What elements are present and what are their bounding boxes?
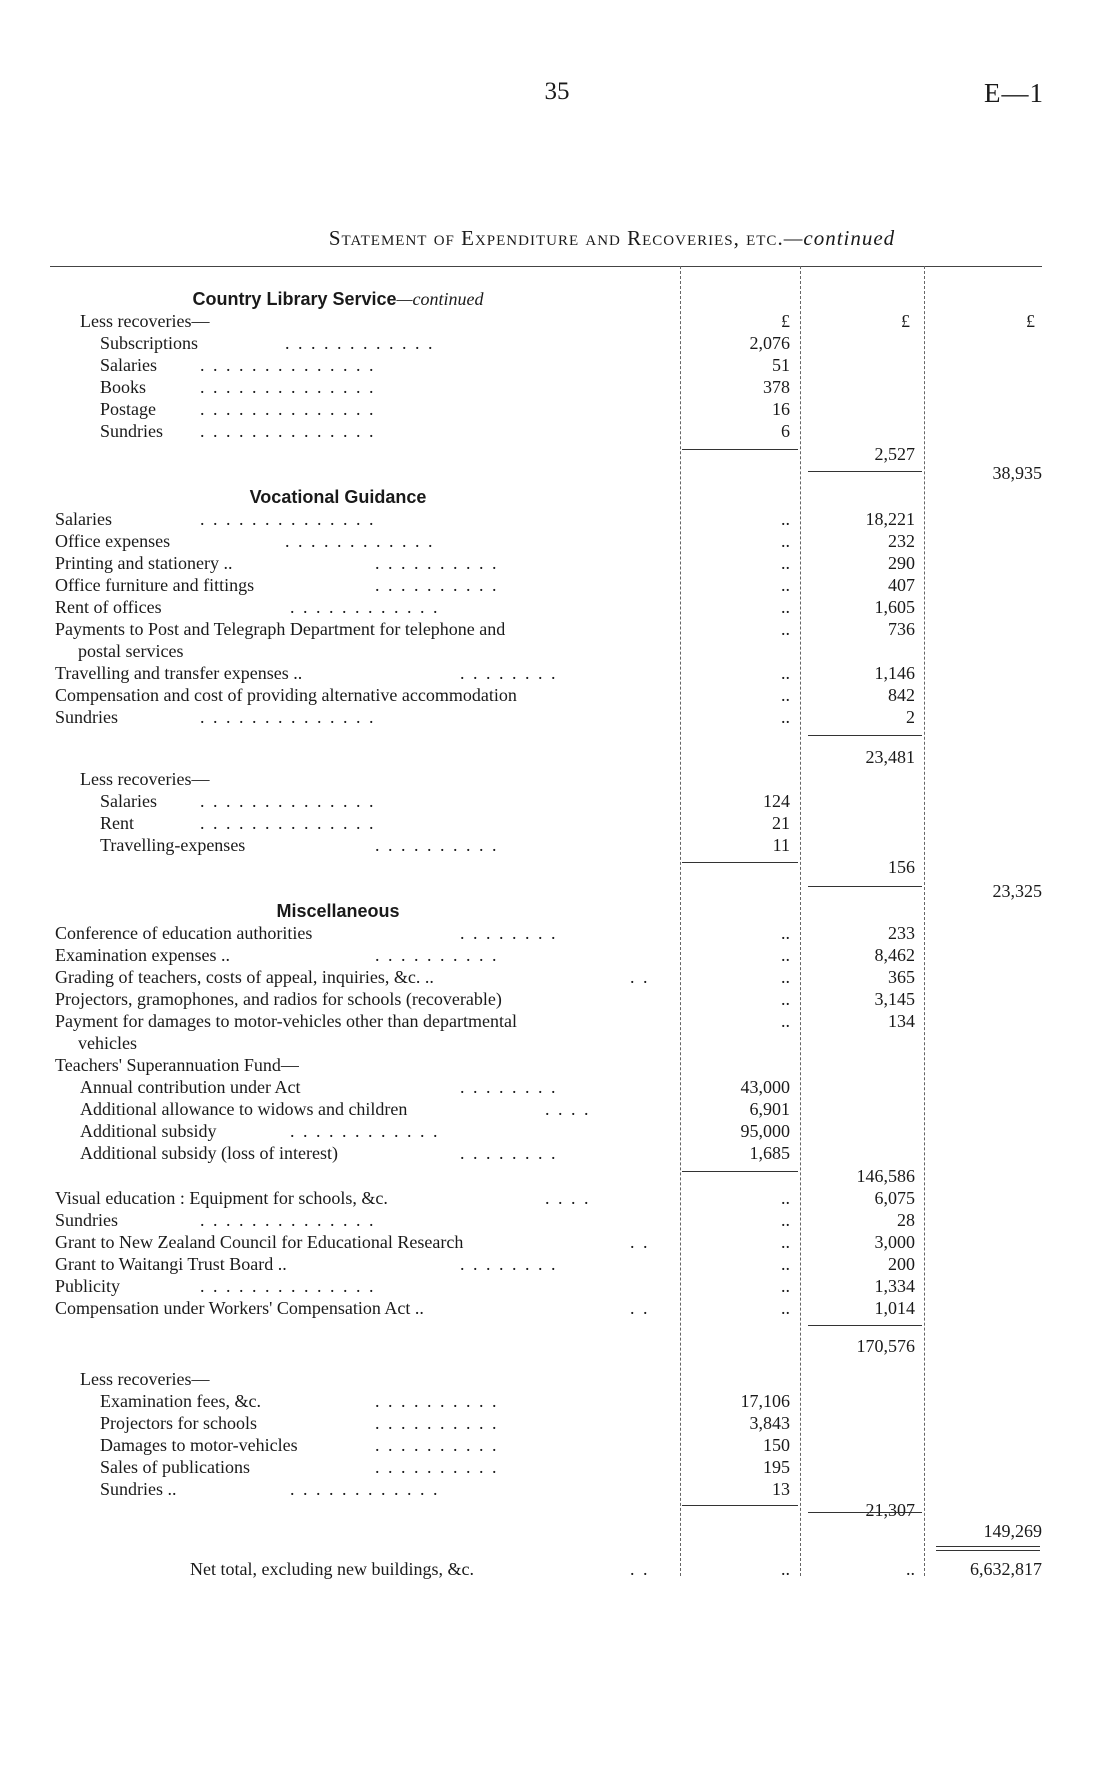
statement-title-suffix: —continued: [783, 226, 896, 250]
row-value: 290: [888, 553, 915, 573]
row-label: Grant to New Zealand Council for Educational Research: [55, 1232, 464, 1252]
recoveries-header-row: [0, 1368, 1114, 1390]
row-col1: ..: [781, 1254, 790, 1274]
leader-dots: . .: [630, 1559, 650, 1579]
row-value: 16: [772, 399, 790, 419]
table-row: [0, 684, 1114, 706]
leader-dots: . . . .: [545, 1188, 591, 1208]
row-value: 13: [772, 1479, 790, 1499]
row-value: 21: [772, 813, 790, 833]
currency-mark-col1: £: [781, 311, 790, 331]
table-row: [0, 1275, 1114, 1297]
leader-dots: . . . . . . . . . . . . . .: [200, 355, 376, 375]
table-row: [0, 1253, 1114, 1275]
row-label: Office furniture and fittings: [55, 575, 255, 595]
row-label: Subscriptions: [100, 333, 199, 353]
superannuation-total-row: [0, 1165, 1114, 1187]
row-label: Sundries: [55, 1210, 118, 1230]
row-label: Grading of teachers, costs of appeal, inquiries, &c. ..: [55, 967, 434, 987]
leader-dots: . . . . . . . . . . . . . .: [200, 399, 376, 419]
row-label: Projectors, gramophones, and radios for schools (recoverable): [55, 989, 502, 1009]
statement-title-main: Statement of Expenditure and Recoveries, etc.: [328, 226, 784, 250]
table-row: [0, 1187, 1114, 1209]
row-label-continuation: vehicles: [78, 1033, 137, 1053]
row-col1: ..: [781, 619, 790, 639]
row-label: Printing and stationery ..: [55, 553, 233, 573]
row-label: Salaries: [55, 509, 112, 529]
superannuation-label: Teachers' Superannuation Fund—: [55, 1055, 299, 1075]
row-value: 28: [897, 1210, 915, 1230]
leader-dots: . . . . . . . .: [460, 1077, 558, 1097]
total-rule: [936, 1550, 1040, 1551]
table-row: [0, 332, 1114, 354]
row-value: 43,000: [740, 1077, 790, 1097]
row-col1: ..: [781, 597, 790, 617]
row-value: 17,106: [740, 1391, 790, 1411]
table-row: [0, 966, 1114, 988]
row-label: Grant to Waitangi Trust Board ..: [55, 1254, 287, 1274]
statement-title: [0, 226, 1114, 251]
subtotal-rule: [808, 735, 922, 736]
recoveries-total: 156: [888, 857, 915, 877]
table-row: [0, 922, 1114, 944]
leader-dots: . .: [630, 1298, 650, 1318]
less-recoveries-label: Less recoveries—: [80, 769, 210, 789]
table-row: [0, 1390, 1114, 1412]
row-value: 6,901: [749, 1099, 790, 1119]
row-col1: ..: [781, 663, 790, 683]
table-row: [0, 376, 1114, 398]
section-net-total: 38,935: [992, 463, 1042, 483]
row-label: Postage: [100, 399, 156, 419]
leader-dots: . . . . . . . . . .: [375, 835, 499, 855]
leader-dots: . . . . . . . . . . . .: [285, 333, 435, 353]
leader-dots: . . . . . . . . . .: [375, 1457, 499, 1477]
leader-dots: . . . . . . . . . .: [375, 1391, 499, 1411]
section-heading-vocational: Vocational Guidance: [249, 487, 427, 507]
row-col1: ..: [781, 989, 790, 1009]
row-value: 365: [888, 967, 915, 987]
row-col1: ..: [781, 967, 790, 987]
row-label: Sales of publications: [100, 1457, 250, 1477]
table-row: [0, 1120, 1114, 1142]
table-row: [0, 618, 1114, 640]
row-col1: ..: [781, 1559, 790, 1579]
leader-dots: . . . . . . . . . .: [375, 1435, 499, 1455]
row-value: 232: [888, 531, 915, 551]
leader-dots: . . . . . . . . . . . .: [285, 531, 435, 551]
leader-dots: . . . . . . . .: [460, 663, 558, 683]
row-label: Salaries: [100, 791, 157, 811]
row-col1: ..: [781, 1188, 790, 1208]
row-value: 233: [888, 923, 915, 943]
row-label: Sundries: [100, 421, 163, 441]
row-col1: ..: [781, 553, 790, 573]
row-value: 6: [781, 421, 790, 441]
table-row: [0, 574, 1114, 596]
row-label: Projectors for schools: [100, 1413, 257, 1433]
leader-dots: . . . . . . . . . .: [375, 1413, 499, 1433]
table-row: [0, 1478, 1114, 1500]
subtotal-row: [0, 746, 1114, 768]
section-heading-miscellaneous: Miscellaneous: [276, 901, 400, 921]
section-net-total: 149,269: [983, 1521, 1042, 1541]
total-rule: [936, 1546, 1040, 1547]
net-row: [0, 1520, 1114, 1542]
net-total-value: 6,632,817: [970, 1559, 1042, 1579]
row-value: 1,014: [874, 1298, 915, 1318]
leader-dots: . . . . . . . . . . . . . .: [200, 421, 376, 441]
row-value: 95,000: [740, 1121, 790, 1141]
table-row: [0, 596, 1114, 618]
currency-mark-col3: £: [1026, 311, 1035, 331]
row-col1: ..: [781, 509, 790, 529]
leader-dots: . .: [630, 1232, 650, 1252]
row-label-continuation: postal services: [78, 641, 184, 661]
subtotal-rule: [808, 1512, 922, 1513]
row-value: 1,605: [874, 597, 915, 617]
row-value: 11: [772, 835, 790, 855]
table-row-continuation: [0, 1032, 1114, 1054]
table-row: [0, 1142, 1114, 1164]
table-row: [0, 944, 1114, 966]
table-row: [0, 508, 1114, 530]
table-row: [0, 790, 1114, 812]
leader-dots: . . . . . . . . . . . . . .: [200, 791, 376, 811]
leader-dots: . . . . . . . .: [460, 923, 558, 943]
row-label: Travelling and transfer expenses ..: [55, 663, 303, 683]
less-recoveries-label: Less recoveries—: [80, 1369, 210, 1389]
row-value: 3,145: [874, 989, 915, 1009]
table-row: [0, 354, 1114, 376]
row-label: Examination fees, &c.: [100, 1391, 261, 1411]
row-col1: ..: [781, 1011, 790, 1031]
row-value: 195: [763, 1457, 790, 1477]
recoveries-total: 21,307: [865, 1500, 915, 1520]
section-net-total: 23,325: [992, 881, 1042, 901]
row-col1: ..: [781, 707, 790, 727]
row-value: 134: [888, 1011, 915, 1031]
leader-dots: . . . .: [545, 1099, 591, 1119]
section-subtotal: 170,576: [856, 1336, 915, 1356]
recoveries-total-row: [0, 1499, 1114, 1521]
net-row: [0, 462, 1114, 484]
row-label: Payment for damages to motor-vehicles other than departmental: [55, 1011, 517, 1031]
leader-dots: . . . . . . . . . .: [375, 945, 499, 965]
table-row: [0, 812, 1114, 834]
leader-dots: . . . . . . . . . . . . . .: [200, 813, 376, 833]
leader-dots: . . . . . . . . . . . .: [290, 597, 440, 617]
row-value: 407: [888, 575, 915, 595]
row-label: Additional subsidy: [80, 1121, 217, 1141]
row-label: Sundries ..: [100, 1479, 177, 1499]
table-row: [0, 552, 1114, 574]
leader-dots: . . . . . . . . . . . .: [290, 1479, 440, 1499]
recoveries-total-row: [0, 856, 1114, 878]
row-label: Damages to motor-vehicles: [100, 1435, 298, 1455]
table-row: [0, 1434, 1114, 1456]
table-row: [0, 1456, 1114, 1478]
row-col1: ..: [781, 1210, 790, 1230]
row-value: 8,462: [874, 945, 915, 965]
section-heading-country-library: [0, 288, 676, 310]
row-label: Compensation and cost of providing alternative accommodation: [55, 685, 517, 705]
table-row: [0, 834, 1114, 856]
net-total-row: [0, 1558, 1114, 1580]
leader-dots: . . . . . . . . . . . . . .: [200, 1276, 376, 1296]
row-col1: ..: [781, 1232, 790, 1252]
table-row: [0, 530, 1114, 552]
row-col1: ..: [781, 945, 790, 965]
row-col2: ..: [906, 1559, 915, 1579]
row-value: 1,146: [874, 663, 915, 683]
row-value: 51: [772, 355, 790, 375]
section-subtotal: 23,481: [865, 747, 915, 767]
row-label: Books: [100, 377, 147, 397]
row-label: Payments to Post and Telegraph Department for telephone and: [55, 619, 506, 639]
row-label: Compensation under Workers' Compensation Act ..: [55, 1298, 424, 1318]
row-label: Travelling-expenses: [100, 835, 246, 855]
row-label: Conference of education authorities: [55, 923, 313, 943]
row-value: 378: [763, 377, 790, 397]
table-row: [0, 420, 1114, 442]
row-value: 124: [763, 791, 790, 811]
row-col1: ..: [781, 1276, 790, 1296]
row-label: Additional allowance to widows and children: [80, 1099, 408, 1119]
row-value: 1,685: [749, 1143, 790, 1163]
table-row: [0, 988, 1114, 1010]
heading-text: Country Library Service: [192, 289, 397, 309]
row-label: Sundries: [55, 707, 118, 727]
row-value: 842: [888, 685, 915, 705]
net-row: [0, 880, 1114, 902]
table-row: [0, 1010, 1114, 1032]
recoveries-header-row: [0, 310, 1114, 332]
row-col1: ..: [781, 575, 790, 595]
leader-dots: . . . . . . . . . . . . . .: [200, 1210, 376, 1230]
table-row: [0, 1076, 1114, 1098]
row-col1: ..: [781, 685, 790, 705]
recoveries-total: 2,527: [874, 444, 915, 464]
superannuation-total: 146,586: [856, 1166, 915, 1186]
row-value: 150: [763, 1435, 790, 1455]
row-value: 736: [888, 619, 915, 639]
table-row: [0, 398, 1114, 420]
leader-dots: . .: [630, 967, 650, 987]
row-value: 3,000: [874, 1232, 915, 1252]
row-label: Annual contribution under Act: [80, 1077, 301, 1097]
row-label: Visual education : Equipment for schools, &c.: [55, 1188, 388, 1208]
row-value: 18,221: [865, 509, 915, 529]
row-value: 2: [906, 707, 915, 727]
row-label: Rent: [100, 813, 134, 833]
table-row: [0, 1098, 1114, 1120]
table-row: [0, 1209, 1114, 1231]
row-col1: ..: [781, 1298, 790, 1318]
table-row: [0, 662, 1114, 684]
leader-dots: . . . . . . . .: [460, 1254, 558, 1274]
row-label: Office expenses: [55, 531, 171, 551]
top-rule: [50, 266, 1042, 267]
row-value: 3,843: [749, 1413, 790, 1433]
net-total-label: Net total, excluding new buildings, &c.: [190, 1559, 474, 1579]
table-row-continuation: [0, 640, 1114, 662]
row-col1: ..: [781, 923, 790, 943]
row-value: 2,076: [749, 333, 790, 353]
row-value: 200: [888, 1254, 915, 1274]
row-label: Examination expenses ..: [55, 945, 230, 965]
table-row: [0, 1231, 1114, 1253]
subtotal-row: [0, 1335, 1114, 1357]
currency-mark-col2: £: [901, 311, 910, 331]
table-row: [0, 1412, 1114, 1434]
less-recoveries-label: Less recoveries—: [80, 311, 210, 331]
document-reference: E—1: [984, 78, 1044, 108]
leader-dots: . . . . . . . . . . . . . .: [200, 509, 376, 529]
row-value: 6,075: [874, 1188, 915, 1208]
leader-dots: . . . . . . . . . . . . . .: [200, 707, 376, 727]
leader-dots: . . . . . . . . . . . .: [290, 1121, 440, 1141]
row-col1: ..: [781, 531, 790, 551]
row-label: Additional subsidy (loss of interest): [80, 1143, 338, 1163]
leader-dots: . . . . . . . .: [460, 1143, 558, 1163]
page-number: 35: [544, 78, 570, 105]
heading-suffix: —continued: [396, 289, 484, 309]
leader-dots: . . . . . . . . . .: [375, 575, 499, 595]
leader-dots: . . . . . . . . . . . . . .: [200, 377, 376, 397]
table-row: [0, 1297, 1114, 1319]
row-label: Publicity: [55, 1276, 121, 1296]
row-value: 1,334: [874, 1276, 915, 1296]
subtotal-rule: [808, 1325, 922, 1326]
superannuation-header-row: [0, 1054, 1114, 1076]
row-label: Rent of offices: [55, 597, 162, 617]
row-label: Salaries: [100, 355, 157, 375]
leader-dots: . . . . . . . . . .: [375, 553, 499, 573]
recoveries-header-row: [0, 768, 1114, 790]
table-row: [0, 706, 1114, 728]
